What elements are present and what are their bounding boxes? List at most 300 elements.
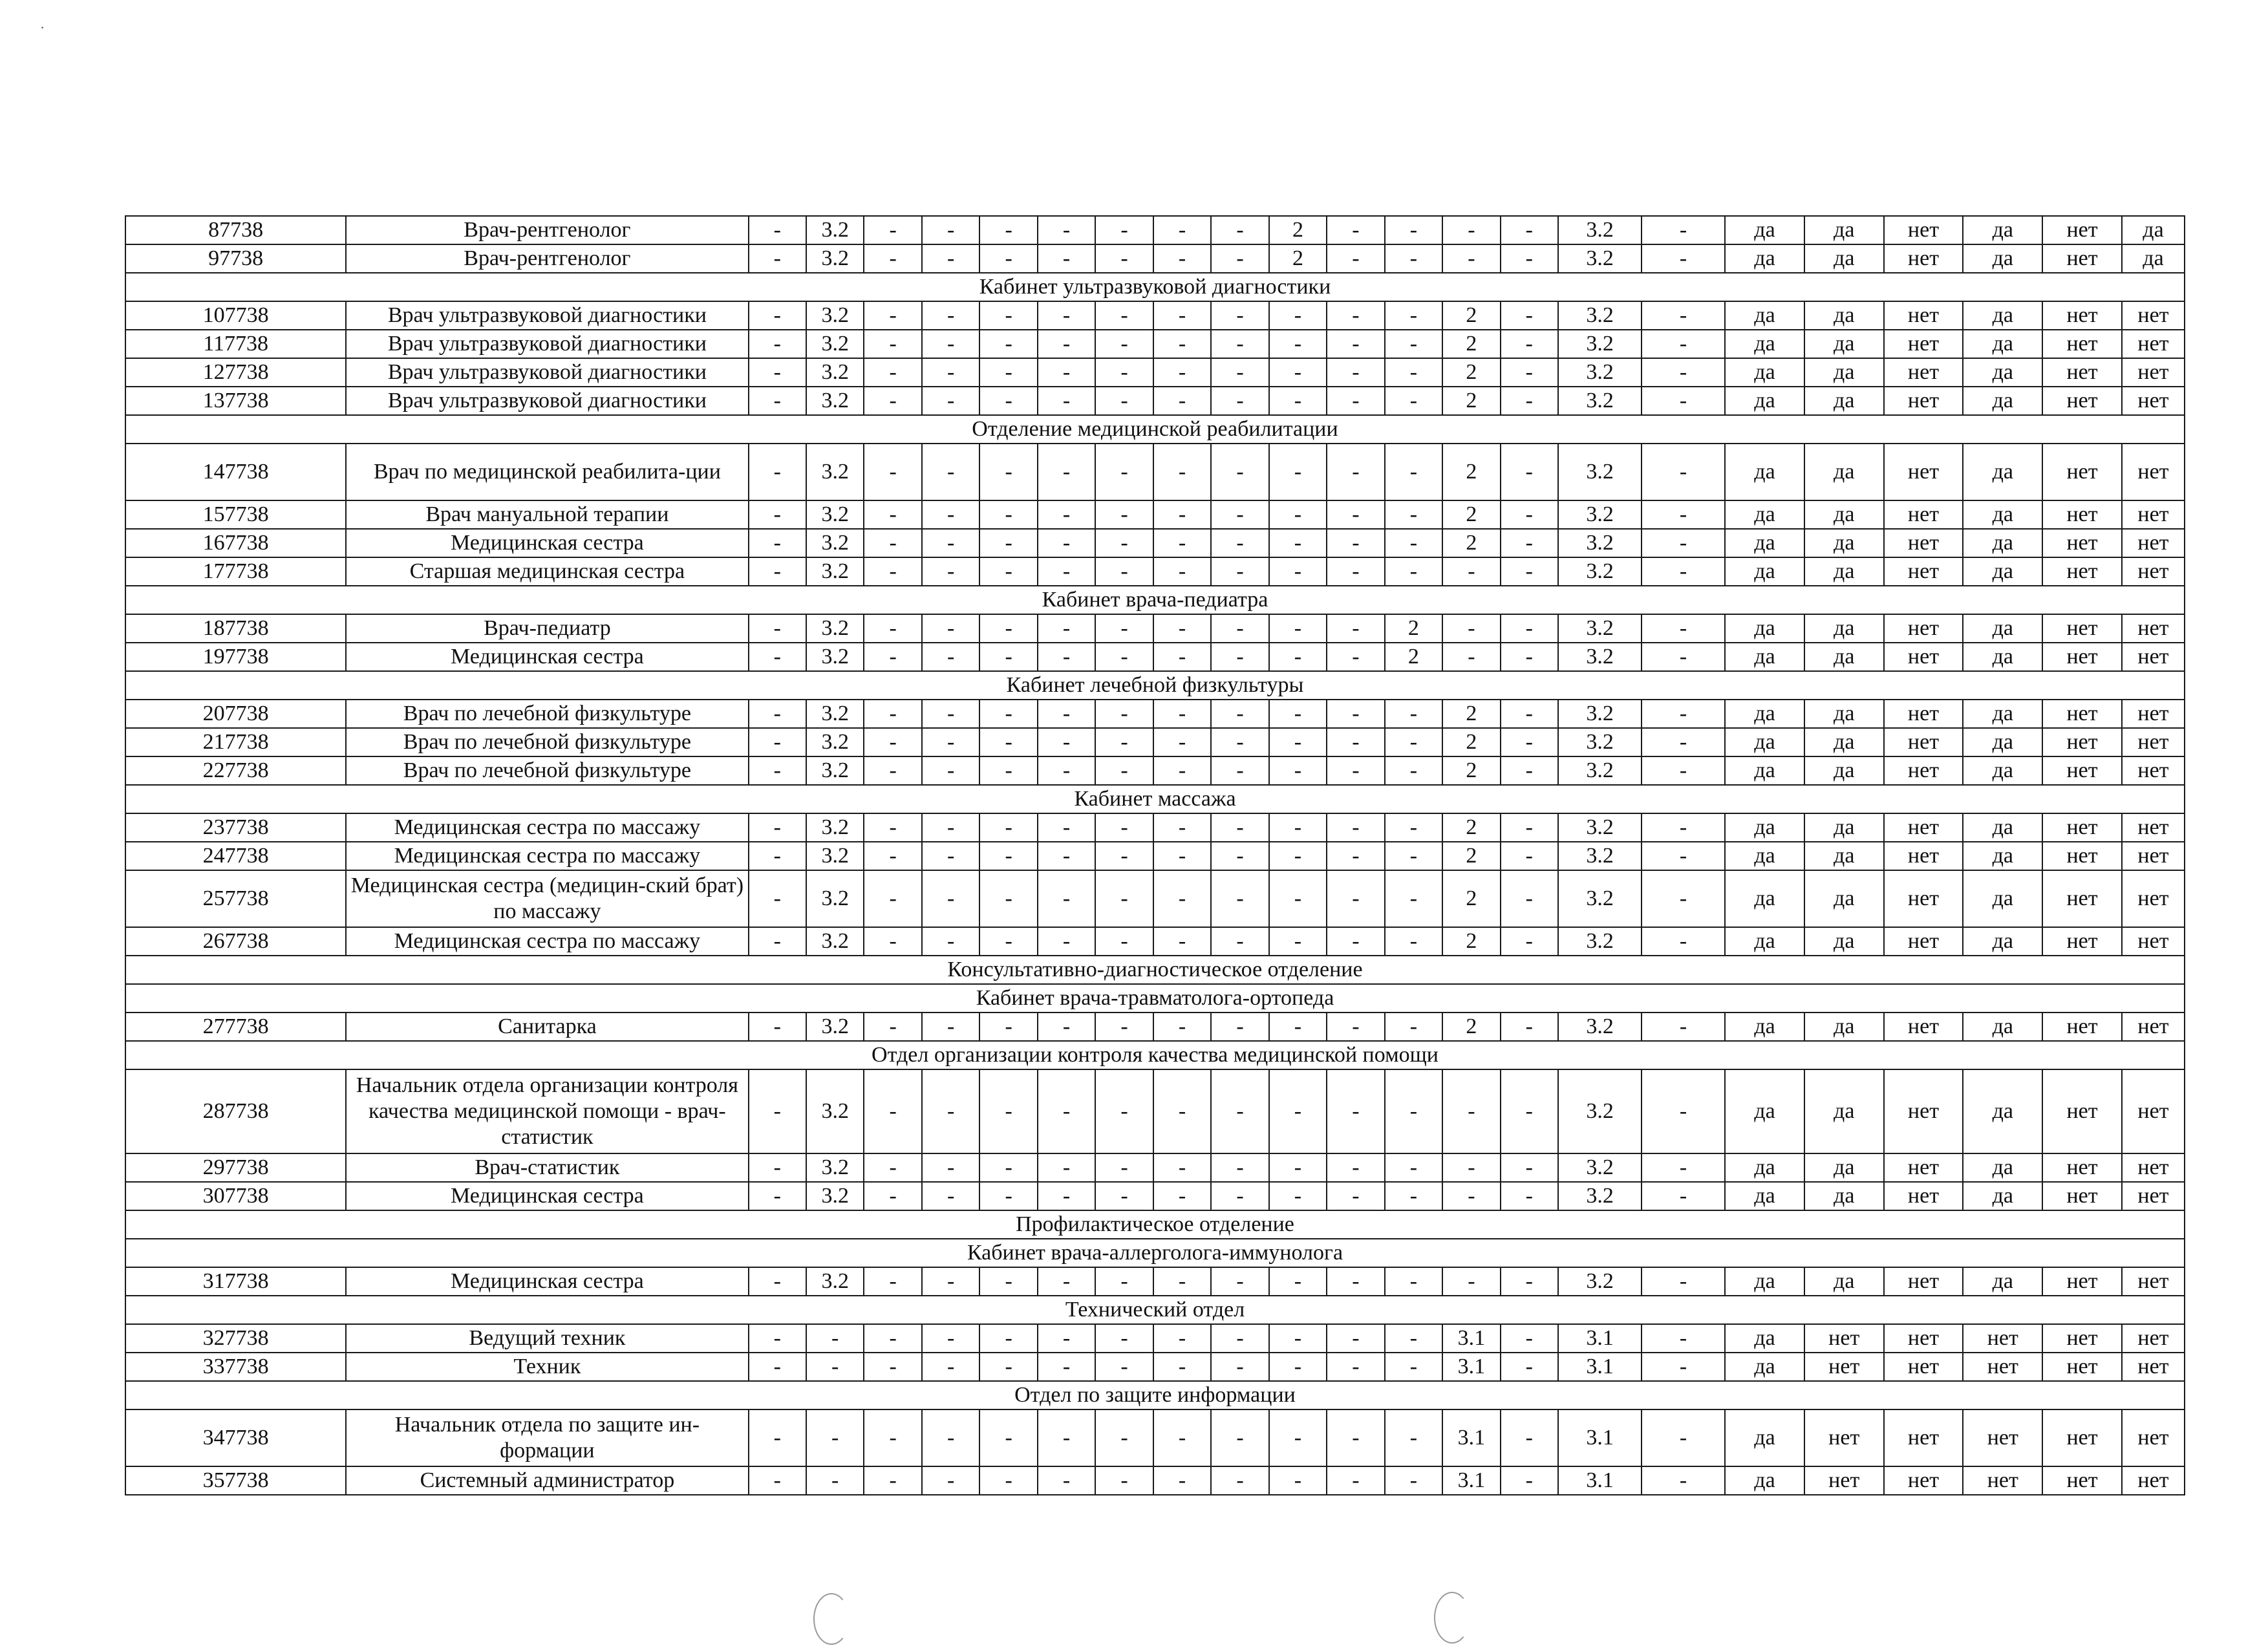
flag-cell: нет [2122, 1267, 2185, 1296]
class-cell: - [1038, 301, 1095, 330]
class-cell: 2 [1269, 216, 1327, 244]
class-cell: - [1211, 529, 1268, 557]
class-cell: - [1211, 387, 1268, 415]
flag-cell: нет [2042, 927, 2122, 956]
class-cell: - [1211, 557, 1268, 586]
class-cell: - [979, 444, 1037, 500]
flag-cell: да [1725, 330, 1804, 358]
flag-cell: да [1725, 1466, 1804, 1495]
class-cell: - [749, 614, 806, 643]
class-cell: - [1642, 444, 1725, 500]
class-cell: - [749, 1267, 806, 1296]
class-cell: - [1269, 500, 1327, 529]
class-cell: - [864, 216, 921, 244]
class-cell: - [1153, 1153, 1211, 1182]
class-cell: - [1327, 1182, 1384, 1210]
class-cell: - [749, 728, 806, 756]
class-cell: 3.2 [1558, 700, 1642, 728]
class-cell: 2 [1442, 358, 1500, 387]
class-cell: 3.2 [806, 1012, 864, 1041]
class-cell: - [1642, 1409, 1725, 1466]
flag-cell: нет [1963, 1353, 2042, 1381]
flag-cell: нет [1963, 1324, 2042, 1353]
class-cell: - [864, 728, 921, 756]
row-id: 327738 [125, 1324, 346, 1353]
class-cell: - [1153, 1012, 1211, 1041]
section-row [125, 1041, 2185, 1069]
class-cell: - [1153, 1267, 1211, 1296]
class-cell: 2 [1385, 643, 1442, 671]
position-name: Медицинская сестра [346, 1267, 748, 1296]
class-cell: - [1327, 1069, 1384, 1153]
class-cell: - [1211, 927, 1268, 956]
class-cell: - [1501, 927, 1558, 956]
working-conditions-table [125, 215, 2185, 1495]
table-row [125, 1409, 2185, 1466]
row-id: 277738 [125, 1012, 346, 1041]
class-cell: - [1153, 1324, 1211, 1353]
class-cell: 3.2 [1558, 1153, 1642, 1182]
flag-cell: да [1963, 1012, 2042, 1041]
table-row [125, 870, 2185, 927]
class-cell: - [1642, 358, 1725, 387]
class-cell: - [864, 1069, 921, 1153]
flag-cell: нет [2122, 700, 2185, 728]
class-cell: - [1327, 756, 1384, 785]
class-cell: - [1038, 700, 1095, 728]
flag-cell: нет [2042, 1466, 2122, 1495]
class-cell: - [922, 557, 979, 586]
class-cell: - [749, 358, 806, 387]
class-cell: - [1095, 529, 1153, 557]
class-cell: - [922, 216, 979, 244]
class-cell: - [1327, 557, 1384, 586]
class-cell: - [1269, 927, 1327, 956]
row-id: 127738 [125, 358, 346, 387]
flag-cell: да [1804, 1012, 1884, 1041]
class-cell: 2 [1442, 330, 1500, 358]
table-row [125, 557, 2185, 586]
class-cell: - [1038, 557, 1095, 586]
class-cell: - [864, 700, 921, 728]
table-row [125, 1069, 2185, 1153]
table-row [125, 1324, 2185, 1353]
class-cell: - [1211, 813, 1268, 842]
class-cell: - [1385, 756, 1442, 785]
flag-cell: нет [2122, 1012, 2185, 1041]
flag-cell: да [1725, 1409, 1804, 1466]
position-name: Врач по лечебной физкультуре [346, 728, 748, 756]
class-cell: 3.2 [1558, 529, 1642, 557]
position-name: Врач-рентгенолог [346, 244, 748, 273]
class-cell: - [1642, 244, 1725, 273]
flag-cell: да [1725, 444, 1804, 500]
flag-cell: нет [2122, 927, 2185, 956]
class-cell: - [1269, 1466, 1327, 1495]
class-cell: - [864, 1182, 921, 1210]
flag-cell: нет [2122, 529, 2185, 557]
class-cell: 3.2 [806, 358, 864, 387]
class-cell: - [1038, 1153, 1095, 1182]
flag-cell: да [1804, 1182, 1884, 1210]
position-name: Начальник отдела организации контроля качества медицинской помощи - врач-статистик [346, 1069, 748, 1153]
class-cell: 2 [1442, 756, 1500, 785]
table-row [125, 813, 2185, 842]
class-cell: - [922, 870, 979, 927]
row-id: 247738 [125, 842, 346, 870]
class-cell: - [749, 444, 806, 500]
flag-cell: да [1963, 529, 2042, 557]
punch-hole-right [1434, 1592, 1470, 1644]
section-row [125, 1296, 2185, 1324]
position-name: Врач ультразвуковой диагностики [346, 301, 748, 330]
scan-speck: · [40, 19, 45, 36]
flag-cell: да [1963, 244, 2042, 273]
class-cell: - [1211, 870, 1268, 927]
class-cell: - [749, 927, 806, 956]
class-cell: - [864, 557, 921, 586]
section-title: Консультативно-диагностическое отделение [125, 956, 2185, 984]
class-cell: - [749, 387, 806, 415]
class-cell: - [922, 1324, 979, 1353]
flag-cell: да [1725, 1069, 1804, 1153]
class-cell: - [1211, 1012, 1268, 1041]
flag-cell: нет [1884, 216, 1963, 244]
class-cell: - [1211, 1324, 1268, 1353]
class-cell: - [1442, 244, 1500, 273]
class-cell: - [1385, 387, 1442, 415]
section-row [125, 415, 2185, 444]
class-cell: - [1095, 1153, 1153, 1182]
class-cell: - [1385, 700, 1442, 728]
class-cell: - [1153, 643, 1211, 671]
class-cell: - [1038, 842, 1095, 870]
flag-cell: да [1725, 557, 1804, 586]
class-cell: - [1442, 557, 1500, 586]
class-cell: - [1385, 927, 1442, 956]
class-cell: - [864, 444, 921, 500]
class-cell: 2 [1385, 614, 1442, 643]
position-name: Врач-педиатр [346, 614, 748, 643]
flag-cell: да [2122, 216, 2185, 244]
class-cell: - [1095, 216, 1153, 244]
class-cell: 2 [1442, 700, 1500, 728]
section-title: Отдел по защите информации [125, 1381, 2185, 1409]
class-cell: 2 [1442, 444, 1500, 500]
class-cell: - [1642, 301, 1725, 330]
class-cell: - [1501, 301, 1558, 330]
class-cell: - [1038, 614, 1095, 643]
flag-cell: да [1963, 216, 2042, 244]
row-id: 147738 [125, 444, 346, 500]
class-cell: 3.1 [1442, 1324, 1500, 1353]
position-name: Ведущий техник [346, 1324, 748, 1353]
row-id: 197738 [125, 643, 346, 671]
class-cell: - [922, 1466, 979, 1495]
class-cell: - [1153, 728, 1211, 756]
class-cell: - [1327, 927, 1384, 956]
row-id: 217738 [125, 728, 346, 756]
flag-cell: да [1804, 557, 1884, 586]
table-row [125, 444, 2185, 500]
class-cell: - [864, 756, 921, 785]
class-cell: - [979, 301, 1037, 330]
row-id: 107738 [125, 301, 346, 330]
flag-cell: нет [1884, 529, 1963, 557]
class-cell: 2 [1442, 842, 1500, 870]
class-cell: 3.2 [1558, 444, 1642, 500]
class-cell: - [864, 1012, 921, 1041]
table-row [125, 330, 2185, 358]
class-cell: - [1038, 1069, 1095, 1153]
table-row [125, 927, 2185, 956]
class-cell: - [1642, 1012, 1725, 1041]
class-cell: - [1385, 1324, 1442, 1353]
class-cell: - [979, 1182, 1037, 1210]
row-id: 187738 [125, 614, 346, 643]
flag-cell: да [1725, 728, 1804, 756]
class-cell: - [922, 387, 979, 415]
class-cell: - [922, 643, 979, 671]
class-cell: - [1385, 842, 1442, 870]
class-cell: 3.2 [1558, 358, 1642, 387]
table-row [125, 301, 2185, 330]
class-cell: - [979, 1466, 1037, 1495]
class-cell: - [979, 813, 1037, 842]
class-cell: 3.2 [1558, 614, 1642, 643]
row-id: 227738 [125, 756, 346, 785]
table-row [125, 1153, 2185, 1182]
flag-cell: нет [2122, 358, 2185, 387]
flag-cell: нет [1884, 1012, 1963, 1041]
class-cell: - [1153, 301, 1211, 330]
class-cell: - [1642, 1153, 1725, 1182]
class-cell: - [1038, 500, 1095, 529]
section-title: Кабинет лечебной физкультуры [125, 671, 2185, 700]
flag-cell: нет [2042, 1409, 2122, 1466]
class-cell: - [749, 244, 806, 273]
class-cell: 2 [1442, 813, 1500, 842]
class-cell: - [1095, 1267, 1153, 1296]
section-title: Кабинет врача-педиатра [125, 586, 2185, 614]
class-cell: 3.1 [1558, 1466, 1642, 1495]
class-cell: 3.2 [806, 301, 864, 330]
class-cell: - [1501, 330, 1558, 358]
flag-cell: нет [1884, 500, 1963, 529]
class-cell: - [1269, 1182, 1327, 1210]
class-cell: - [922, 1182, 979, 1210]
class-cell: - [1501, 643, 1558, 671]
class-cell: - [1642, 1466, 1725, 1495]
class-cell: - [1095, 842, 1153, 870]
flag-cell: нет [2122, 301, 2185, 330]
class-cell: 3.2 [806, 614, 864, 643]
class-cell: - [1269, 387, 1327, 415]
flag-cell: да [1725, 756, 1804, 785]
class-cell: - [1153, 358, 1211, 387]
table-row [125, 387, 2185, 415]
table-row [125, 1466, 2185, 1495]
class-cell: - [1211, 1069, 1268, 1153]
class-cell: - [864, 1466, 921, 1495]
class-cell: - [922, 1409, 979, 1466]
flag-cell: да [1963, 557, 2042, 586]
class-cell: - [1095, 330, 1153, 358]
row-id: 317738 [125, 1267, 346, 1296]
class-cell: - [864, 529, 921, 557]
class-cell: 3.2 [1558, 813, 1642, 842]
flag-cell: нет [1884, 1153, 1963, 1182]
class-cell: - [979, 870, 1037, 927]
class-cell: 3.2 [806, 1153, 864, 1182]
position-name: Врач ультразвуковой диагностики [346, 330, 748, 358]
flag-cell: да [1963, 870, 2042, 927]
position-name: Врач-рентгенолог [346, 216, 748, 244]
class-cell: - [1095, 1466, 1153, 1495]
row-id: 287738 [125, 1069, 346, 1153]
class-cell: 3.2 [1558, 927, 1642, 956]
class-cell: 3.2 [806, 557, 864, 586]
class-cell: - [1269, 444, 1327, 500]
class-cell: - [1642, 1324, 1725, 1353]
flag-cell: нет [2042, 870, 2122, 927]
class-cell: - [1269, 1012, 1327, 1041]
class-cell: - [1642, 700, 1725, 728]
position-name: Медицинская сестра [346, 1182, 748, 1210]
table-row [125, 1012, 2185, 1041]
class-cell: - [1211, 614, 1268, 643]
class-cell: - [864, 1353, 921, 1381]
table-row [125, 643, 2185, 671]
section-row [125, 1210, 2185, 1239]
flag-cell: да [1725, 842, 1804, 870]
class-cell: - [1269, 330, 1327, 358]
class-cell: - [749, 500, 806, 529]
class-cell: - [1501, 614, 1558, 643]
class-cell: - [1385, 1353, 1442, 1381]
class-cell: - [1442, 216, 1500, 244]
class-cell: - [1642, 500, 1725, 529]
class-cell: - [1211, 500, 1268, 529]
section-row [125, 956, 2185, 984]
flag-cell: нет [2042, 557, 2122, 586]
flag-cell: нет [2122, 1466, 2185, 1495]
flag-cell: нет [1884, 813, 1963, 842]
position-name: Техник [346, 1353, 748, 1381]
class-cell: - [922, 756, 979, 785]
class-cell: 3.2 [1558, 643, 1642, 671]
flag-cell: нет [2042, 1324, 2122, 1353]
flag-cell: нет [2122, 842, 2185, 870]
class-cell: - [1153, 1353, 1211, 1381]
flag-cell: нет [2042, 301, 2122, 330]
flag-cell: нет [2042, 700, 2122, 728]
class-cell: - [1327, 358, 1384, 387]
class-cell: - [1442, 643, 1500, 671]
class-cell: - [1385, 1069, 1442, 1153]
table-row [125, 500, 2185, 529]
class-cell: - [1211, 358, 1268, 387]
flag-cell: нет [2042, 813, 2122, 842]
class-cell: - [1269, 1153, 1327, 1182]
class-cell: - [1269, 557, 1327, 586]
section-title: Кабинет врача-аллерголога-иммунолога [125, 1239, 2185, 1267]
class-cell: - [979, 557, 1037, 586]
flag-cell: да [1804, 614, 1884, 643]
class-cell: - [1385, 1409, 1442, 1466]
class-cell: - [922, 728, 979, 756]
flag-cell: нет [1884, 842, 1963, 870]
class-cell: - [1211, 1267, 1268, 1296]
row-id: 357738 [125, 1466, 346, 1495]
class-cell: 3.2 [806, 1182, 864, 1210]
position-name: Медицинская сестра [346, 643, 748, 671]
position-name: Врач по лечебной физкультуре [346, 700, 748, 728]
class-cell: - [864, 1153, 921, 1182]
class-cell: 3.2 [1558, 756, 1642, 785]
flag-cell: нет [2122, 813, 2185, 842]
class-cell: - [749, 301, 806, 330]
class-cell: - [979, 1267, 1037, 1296]
class-cell: - [1269, 700, 1327, 728]
class-cell: - [806, 1409, 864, 1466]
class-cell: - [1038, 444, 1095, 500]
class-cell: - [1327, 500, 1384, 529]
class-cell: 3.2 [1558, 870, 1642, 927]
class-cell: - [1095, 444, 1153, 500]
flag-cell: да [1804, 756, 1884, 785]
flag-cell: да [1804, 444, 1884, 500]
flag-cell: нет [1884, 614, 1963, 643]
table-row [125, 614, 2185, 643]
section-row [125, 586, 2185, 614]
class-cell: - [749, 1409, 806, 1466]
class-cell: 3.2 [806, 927, 864, 956]
class-cell: - [1501, 1182, 1558, 1210]
flag-cell: да [1963, 1267, 2042, 1296]
flag-cell: нет [2042, 444, 2122, 500]
class-cell: - [1095, 557, 1153, 586]
position-name: Врач по медицинской реабилита-ции [346, 444, 748, 500]
class-cell: - [1038, 1353, 1095, 1381]
class-cell: - [1501, 1353, 1558, 1381]
class-cell: 3.2 [806, 330, 864, 358]
class-cell: - [979, 842, 1037, 870]
class-cell: - [1038, 870, 1095, 927]
flag-cell: нет [1884, 1324, 1963, 1353]
position-name: Врач ультразвуковой диагностики [346, 387, 748, 415]
class-cell: - [806, 1324, 864, 1353]
class-cell: - [1153, 700, 1211, 728]
class-cell: - [1095, 700, 1153, 728]
class-cell: 2 [1442, 927, 1500, 956]
position-name: Медицинская сестра по массажу [346, 813, 748, 842]
class-cell: - [1385, 529, 1442, 557]
class-cell: - [1501, 1069, 1558, 1153]
class-cell: - [1327, 1012, 1384, 1041]
flag-cell: нет [1884, 557, 1963, 586]
flag-cell: да [1725, 643, 1804, 671]
class-cell: - [1501, 216, 1558, 244]
class-cell: - [1327, 1409, 1384, 1466]
class-cell: 3.1 [1558, 1324, 1642, 1353]
flag-cell: нет [1884, 1353, 1963, 1381]
class-cell: - [1385, 813, 1442, 842]
class-cell: - [1501, 1153, 1558, 1182]
class-cell: - [1385, 870, 1442, 927]
position-name: Врач ультразвуковой диагностики [346, 358, 748, 387]
class-cell: - [1211, 1153, 1268, 1182]
